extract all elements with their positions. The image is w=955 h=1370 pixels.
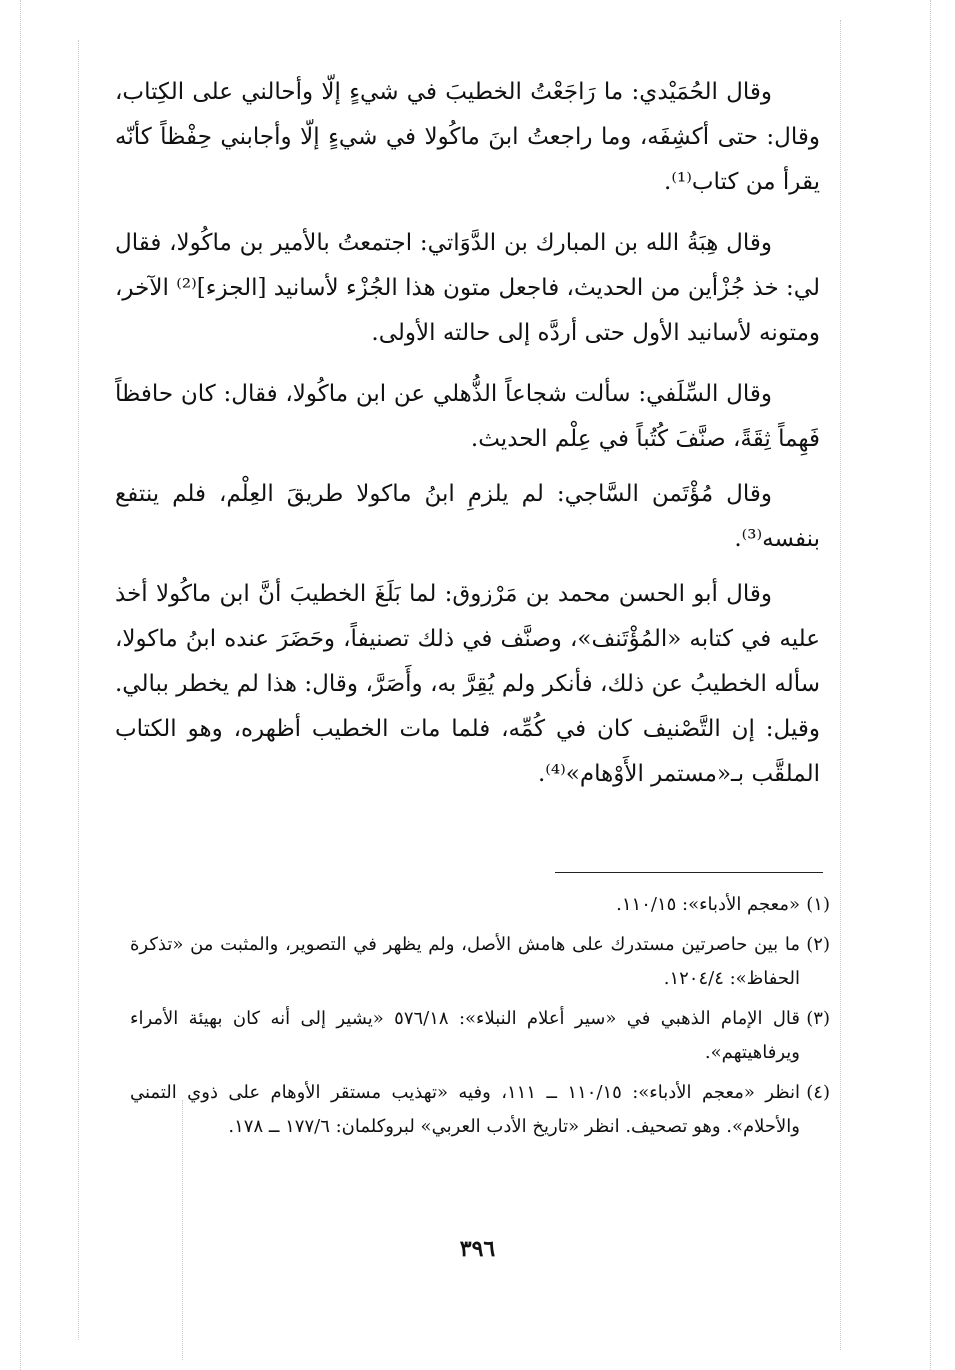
paragraph-ibn-marzuq: وقال أبو الحسن محمد بن مَرْزوق: لما بَلَغَ الخطيبَ أنَّ ابن ماكُولا أخذ عليه في كتابه «المُؤْتَنف»، وصنَّف في ذلك تصنيفاً، وحَضَرَ عنده ابنُ ماكولا، سأله الخطيبُ عن ذلك، فأنكر ولم يُقِرَّ به، وأَصَرَّ، وقال: هذا لم يخطر ببالي. وقيل: إن التَّصْنيف كان في كُمِّه، فلما مات الخطيب أظهره، وهو الكتاب الملقَّب بـ«مستمر الأَوْهام»⁽⁴⁾. (115, 581, 820, 787)
paragraph-hibatullah: وقال هِبَةُ الله بن المبارك بن الدَّوَاتي: اجتمعتُ بالأمير بن ماكُولا، فقال لي: خذ جُزْأين من الحديث، فاجعل متون هذا الجُزْء لأسانيد [الجزء]⁽²⁾ الآخر، ومتونه لأسانيد الأول حتى أردَّه إلى حالته الأولى. (115, 230, 820, 346)
footnote (130, 928, 830, 996)
page-number: ٣٩٦ (459, 1236, 496, 1262)
footnote-number: (٣) (806, 1008, 830, 1029)
footnote-text: «معجم الأدباء»: ١١٠/١٥. (616, 894, 800, 915)
footnote-text: انظر «معجم الأدباء»: ١١٠/١٥ ــ ١١١، وفيه «تهذيب مستقر الأوهام على ذوي التمني والأحلام». وهو تصحيف. انظر «تاريخ الأدب العربي» لبروكلمان: ١٧٧/٦ ــ ١٧٨. (130, 1082, 800, 1137)
footnote (130, 1076, 830, 1144)
scan-dotted-guide (78, 40, 80, 1340)
footnote-text: قال الإمام الذهبي في «سير أعلام النبلاء»: ٥٧٦/١٨ «يشير إلى أنه كان بهيئة الأمراء ويرفاهيتهم». (130, 1008, 800, 1063)
footnote-text: ما بين حاصرتين مستدرك على هامش الأصل، ولم يظهر في التصوير، والمثبت من «تذكرة الحفاظ»: ١٢٠٤/٤. (130, 934, 800, 989)
footnote-number: (٢) (806, 934, 830, 955)
footnotes (130, 888, 830, 1150)
scan-dotted-guide (840, 20, 842, 1350)
footnote-number: (٤) (806, 1082, 830, 1103)
footnote (130, 1002, 830, 1070)
footnote-separator (555, 872, 823, 873)
main-text (115, 70, 820, 813)
footnote-number: (١) (806, 894, 830, 915)
footnote (130, 888, 830, 922)
scan-dotted-guide (930, 0, 932, 1370)
paragraph-humaydi: وقال الحُمَيْدي: ما رَاجَعْتُ الخطيبَ في شيءٍ إلّا وأحالني على الكِتاب، وقال: حتى أكشِفَه، وما راجعتُ ابنَ ماكُولا في شيءٍ إلّا وأجابني حِفْظاً كأنّه يقرأ من كتاب⁽¹⁾. (115, 79, 820, 195)
paragraph-saji: وقال مُؤْتَمن السَّاجي: لم يلزمِ ابنُ ماكولا طريقَ العِلْم، فلم ينتفع بنفسه⁽³⁾. (115, 481, 820, 552)
paragraph-silafi: وقال السِّلَفي: سألت شجاعاً الذُّهلي عن ابن ماكُولا، فقال: كان حافظاً فَهِماً ثِقَةً، صنَّفَ كُتُباً في عِلْم الحديث. (115, 381, 820, 452)
scan-dotted-guide (20, 0, 22, 1370)
